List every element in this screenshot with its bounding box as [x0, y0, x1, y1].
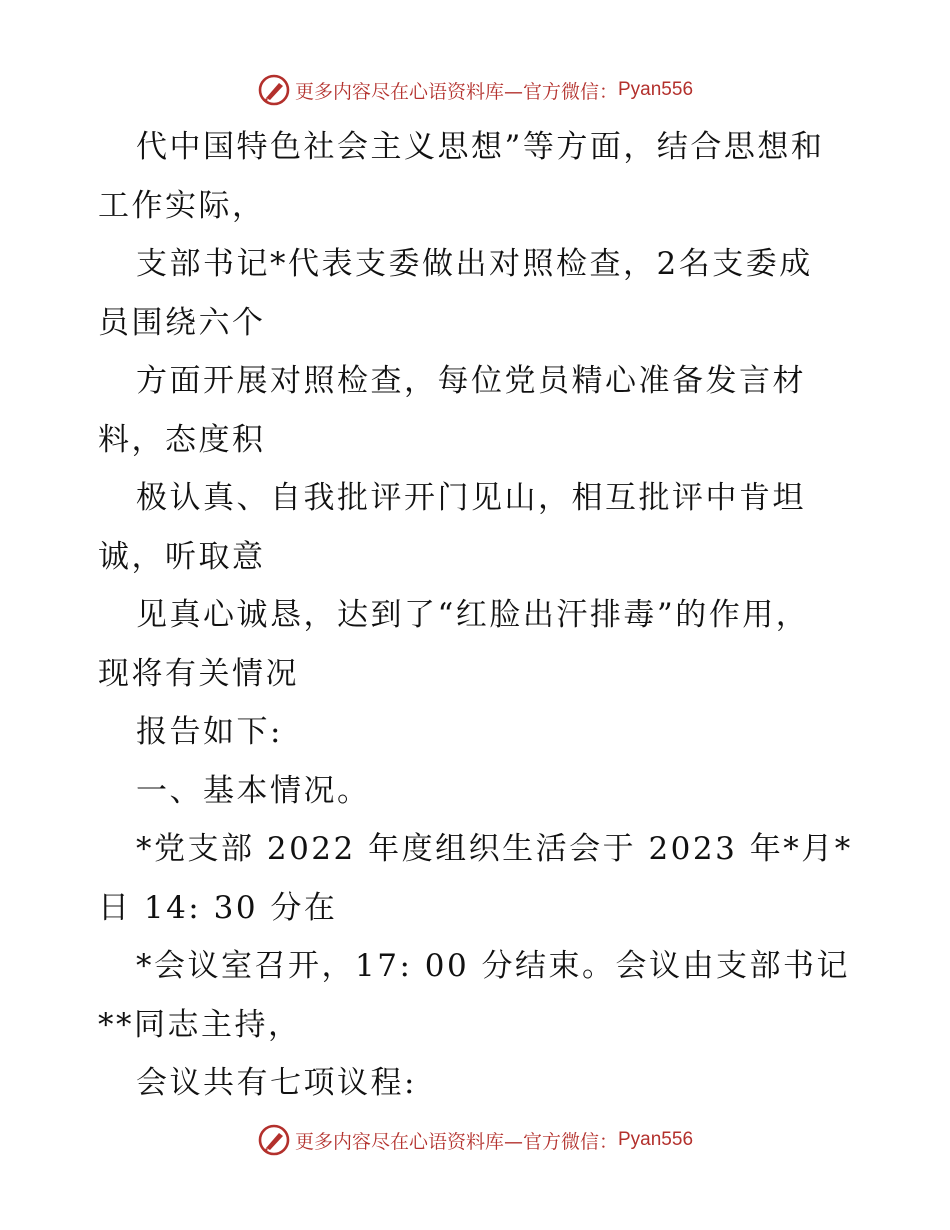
watermark-text: 更多内容尽在心语资料库—官方微信： [294, 1130, 618, 1153]
text-line: 员围绕六个 [98, 304, 266, 341]
body-text [98, 118, 858, 1113]
text-line: 报告如下: [136, 714, 283, 750]
watermark-wechat-id: Pyan556 [618, 79, 694, 100]
text-line: 极认真、自我批评开门见山，相互批评中肯坦 [136, 480, 806, 516]
text-line: 日 14: 30 分在 [98, 889, 338, 926]
watermark-text: 更多内容尽在心语资料库—官方微信： [294, 80, 618, 103]
pen-logo-icon [257, 73, 291, 107]
text-line: 料，态度积 [98, 421, 266, 458]
text-line: *党支部 2022 年度组织生活会于 2023 年*月* [136, 831, 853, 867]
text-line: 方面开展对照检查，每位党员精心准备发言材 [136, 363, 806, 399]
text-line: 支部书记*代表支委做出对照检查，2名支委成 [136, 246, 813, 282]
watermark-wechat-id: Pyan556 [618, 1129, 694, 1150]
text-line: **同志主持， [98, 1006, 302, 1043]
text-line: 代中国特色社会主义思想”等方面，结合思想和 [136, 129, 825, 165]
text-line: 诚，听取意 [98, 538, 266, 575]
section-heading: 一、基本情况。 [136, 772, 371, 809]
pen-logo-icon [257, 1123, 291, 1157]
text-line: 见真心诚恳，达到了“红脸出汗排毒”的作用， [136, 597, 810, 633]
text-line: *会议室召开，17: 00 分结束。会议由支部书记 [136, 948, 851, 984]
text-line: 现将有关情况 [98, 655, 299, 692]
text-line: 工作实际， [98, 187, 266, 224]
watermark-header [0, 70, 950, 110]
watermark-footer [0, 1120, 950, 1160]
text-line: 会议共有七项议程: [136, 1065, 417, 1101]
